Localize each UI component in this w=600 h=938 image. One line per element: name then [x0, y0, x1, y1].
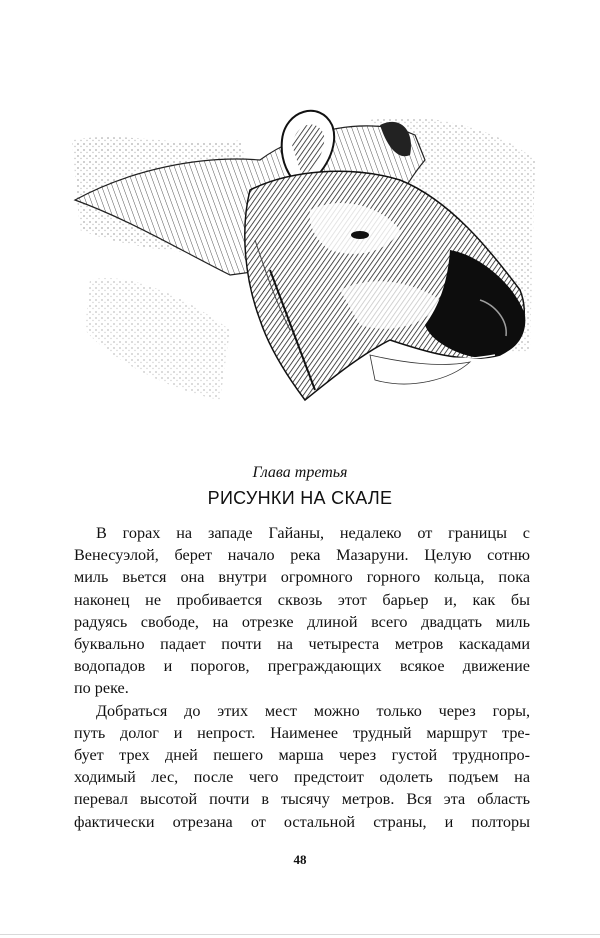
body-text [74, 522, 530, 833]
text-line: В горах на западе Гайаны, недалеко от границы с [96, 524, 530, 542]
text-line: наконец не пробивается сквозь этот барьер и, как бы [74, 590, 530, 609]
text-line: бует трех дней пешего марша через густой труднопро- [74, 746, 530, 765]
text-line: ходимый лес, после чего предстоит одолеть подъем на [74, 768, 530, 787]
page-number: 48 [293, 852, 307, 867]
text-line: Венесуэлой, берет начало река Мазаруни. Целую сотню [74, 546, 530, 565]
tapir-head-illustration [70, 100, 540, 430]
chapter-label: Глава третья [252, 464, 348, 481]
paragraph-2 [74, 700, 530, 833]
text-line: водопадов и порогов, преграждающих всякое движение [74, 657, 530, 676]
text-line: по реке. [74, 679, 129, 698]
text-line: миль вьется она внутри огромного горного кольца, пока [74, 568, 530, 587]
text-line: путь долог и непрост. Наименее трудный маршрут тре- [74, 723, 530, 742]
text-line: радуясь свободе, на отрезке длиной всего двадцать миль [74, 612, 530, 631]
text-line: Добраться до этих мест можно только через горы, [96, 701, 530, 720]
page-divider [0, 934, 600, 935]
text-line: буквально падает почти на четыреста метров каскадами [74, 635, 530, 654]
paragraph-1 [74, 522, 530, 700]
text-line: перевал высотой почти в тысячу метров. Вся эта область [74, 790, 530, 809]
text-line: фактически отрезана от остальной страны, и полторы [74, 812, 530, 831]
chapter-title: РИСУНКИ НА СКАЛЕ [207, 488, 393, 508]
